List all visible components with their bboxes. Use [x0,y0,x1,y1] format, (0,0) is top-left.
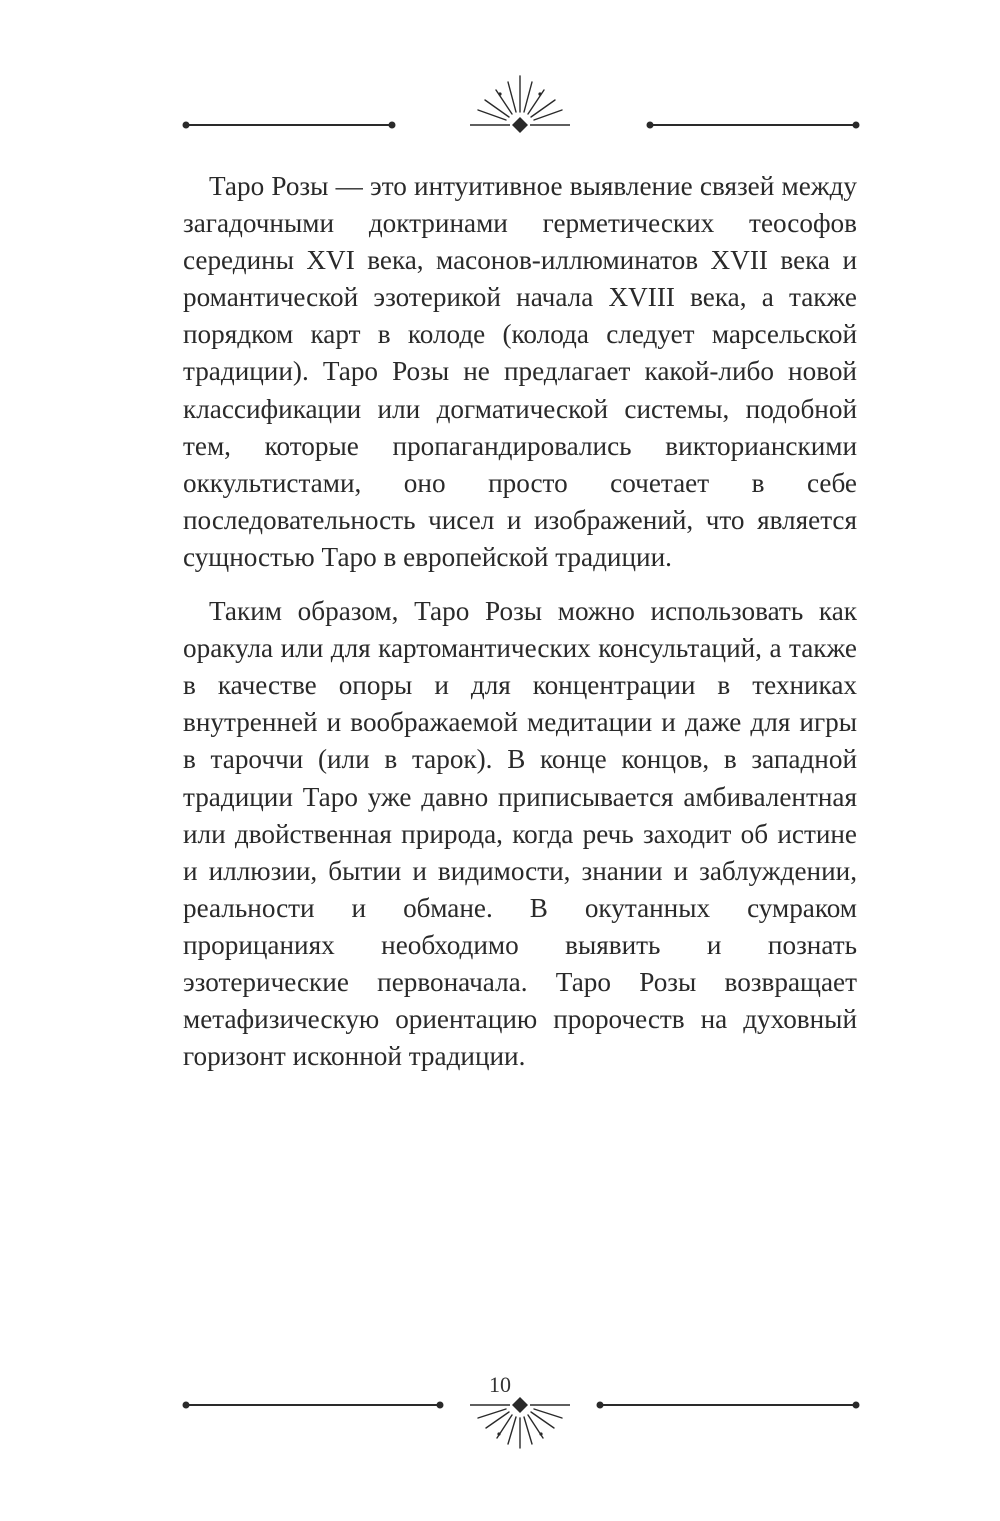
paragraph-2: Таким образом, Таро Розы можно использовать как оракула или для картомантических консультаций, а также в качестве опоры и для концентрации в техниках внутренней и воображаемой медитации и даже для игры в тароччи (или в тарок). В конце концов, в западной традиции Таро уже давно приписывается амбивалентная или двойственная природа, когда речь заходит об истине и иллюзии, бытии и видимости, знании и заблуждении, реальности и обмане. В окутанных сумраком прорицаниях необходимо выявить и познать эзотерические первоначала. Таро Розы возвращает метафизическую ориентацию пророчеств на духовный горизонт исконной традиции. [183,596,857,1072]
sunburst-divider-icon [0,1372,1000,1452]
paragraph-1: Таро Розы — это интуитивное выявление связей между загадочными доктринами герметических теософов середины XVI века, масонов-иллюминатов XVII века и романтической эзотерикой начала XVIII века, а также порядком карт в колоде (колода следует марсельской традиции). Таро Розы не предлагает какой-либо новой классификации или догматической системы, подобной тем, которые пропагандировались викторианскими оккультистами, оно просто сочетает в себе последовательность чисел и изображений, что является сущностью Таро в европейской традиции. [183,171,857,572]
sunburst-divider-icon [0,70,1000,140]
body-text [183,168,857,1075]
top-ornament [0,70,1000,140]
bottom-ornament [0,1372,1000,1452]
page-number: 10 [489,1372,511,1397]
